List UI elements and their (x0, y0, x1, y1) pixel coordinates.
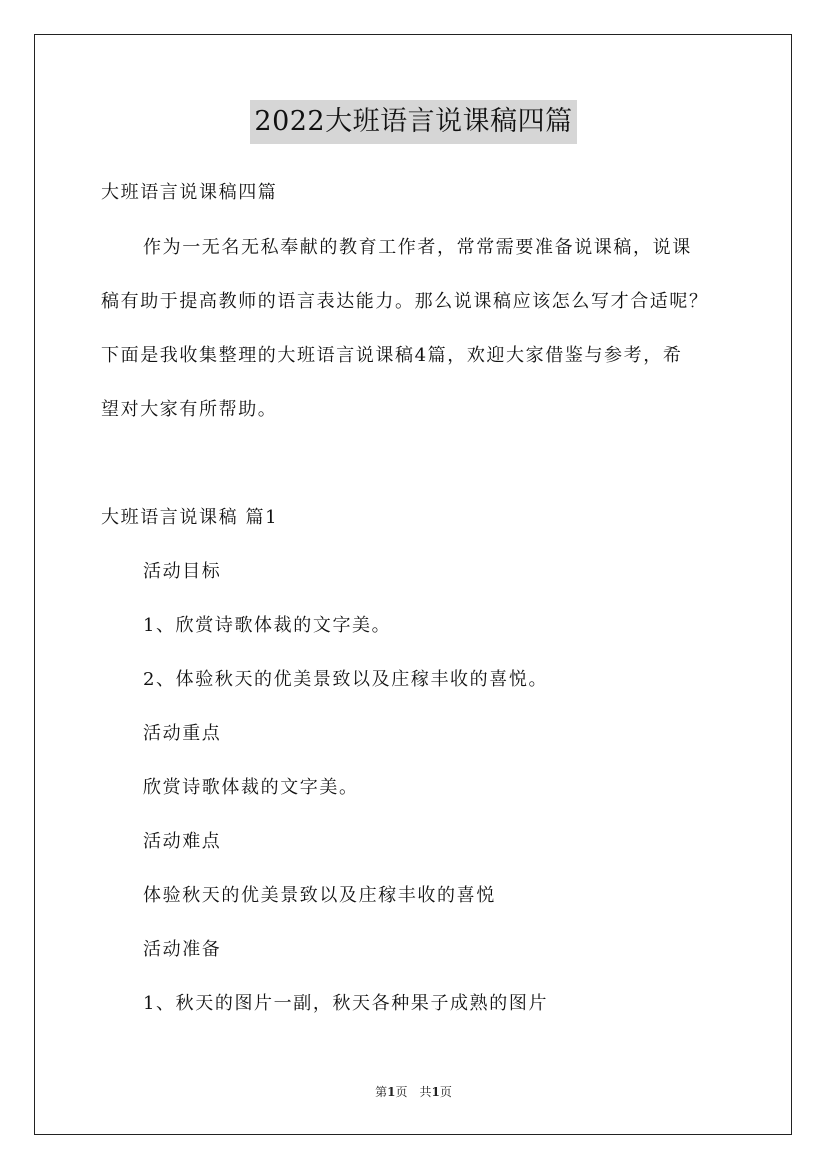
footer-page-num: 1 (387, 1085, 396, 1099)
document-title-wrap (0, 100, 827, 144)
footer-page-total: 1 (431, 1085, 440, 1099)
subheading: 活动目标 (143, 561, 222, 582)
paragraph-line: 下面是我收集整理的大班语言说课稿4篇，欢迎大家借鉴与参考，希 (101, 345, 683, 366)
paragraph-line: 体验秋天的优美景致以及庄稼丰收的喜悦 (143, 885, 496, 906)
paragraph-line: 稿有助于提高教师的语言表达能力。那么说课稿应该怎么写才合适呢？ (101, 291, 709, 312)
page-footer (0, 1083, 827, 1101)
subheading: 活动准备 (143, 939, 222, 960)
footer-prefix: 第 (375, 1085, 388, 1099)
subheading: 活动重点 (143, 723, 222, 744)
paragraph-line: 望对大家有所帮助。 (101, 399, 278, 420)
section-heading: 大班语言说课稿 篇1 (101, 507, 279, 528)
paragraph-line: 作为一无名无私奉献的教育工作者，常常需要准备说课稿，说课 (143, 237, 692, 258)
footer-mid: 页 共 (395, 1085, 432, 1099)
footer-suffix: 页 (439, 1085, 452, 1099)
paragraph-line: 欣赏诗歌体裁的文字美。 (143, 777, 359, 798)
list-item: 1、秋天的图片一副，秋天各种果子成熟的图片 (143, 993, 549, 1014)
subheading: 活动难点 (143, 831, 222, 852)
list-item: 1、欣赏诗歌体裁的文字美。 (143, 615, 392, 636)
document-title: 2022大班语言说课稿四篇 (250, 100, 576, 144)
section-heading: 大班语言说课稿四篇 (101, 182, 278, 203)
list-item: 2、体验秋天的优美景致以及庄稼丰收的喜悦。 (143, 669, 549, 690)
